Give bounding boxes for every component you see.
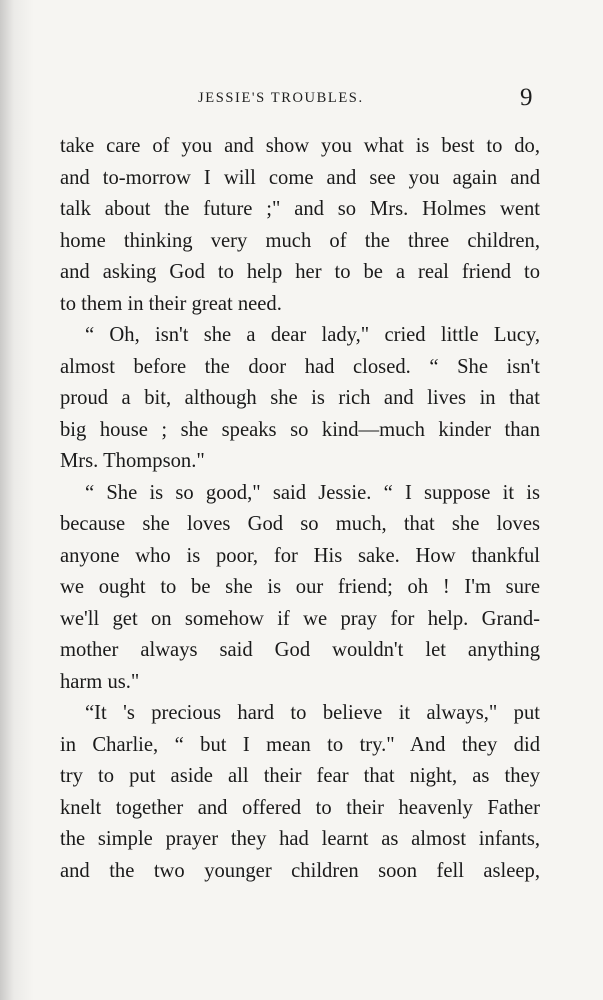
text-line: home thinking very much of the three children, [60, 229, 540, 252]
text-line: and to-morrow I will come and see you again and [60, 166, 540, 189]
text-line: we'll get on somehow if we pray for help. Grand- [60, 607, 540, 630]
text-line: the simple prayer they had learnt as almost infants, [60, 828, 540, 850]
text-line: Mrs. Thompson." [60, 450, 205, 472]
text-line: almost before the door had closed. “ She isn't [60, 355, 540, 378]
running-head [0, 86, 603, 116]
text-line: “ She is so good," said Jessie. “ I suppose it is [85, 481, 540, 504]
text-line: we ought to be she is our friend; oh ! I'm sure [60, 576, 540, 598]
text-line: “ Oh, isn't she a dear lady," cried little Lucy, [85, 324, 540, 346]
text-line: take care of you and show you what is best to do, [60, 135, 540, 157]
text-line: big house ; she speaks so kind—much kinder than [60, 418, 540, 441]
text-line: anyone who is poor, for His sake. How thankful [60, 544, 540, 567]
text-line: because she loves God so much, that she loves [60, 513, 540, 535]
text-line: and asking God to help her to be a real friend to [60, 261, 540, 283]
page-number: 9 [520, 84, 533, 111]
text-line: to them in their great need. [60, 292, 282, 315]
text-line: “It 's precious hard to believe it always," put [85, 702, 540, 724]
text-line: mother always said God wouldn't let anything [60, 639, 540, 661]
text-line: talk about the future ;" and so Mrs. Holmes went [60, 198, 540, 220]
text-line: in Charlie, “ but I mean to try." And they did [60, 733, 540, 756]
body-text [60, 131, 540, 887]
text-line: try to put aside all their fear that night, as they [60, 765, 540, 787]
text-line: and the two younger children soon fell asleep, [60, 859, 540, 882]
text-line: harm us." [60, 670, 140, 693]
text-line: knelt together and offered to their heavenly Father [60, 796, 540, 819]
text-line: proud a bit, although she is rich and lives in that [60, 387, 540, 409]
running-head-title: JESSIE'S TROUBLES. [198, 90, 364, 106]
